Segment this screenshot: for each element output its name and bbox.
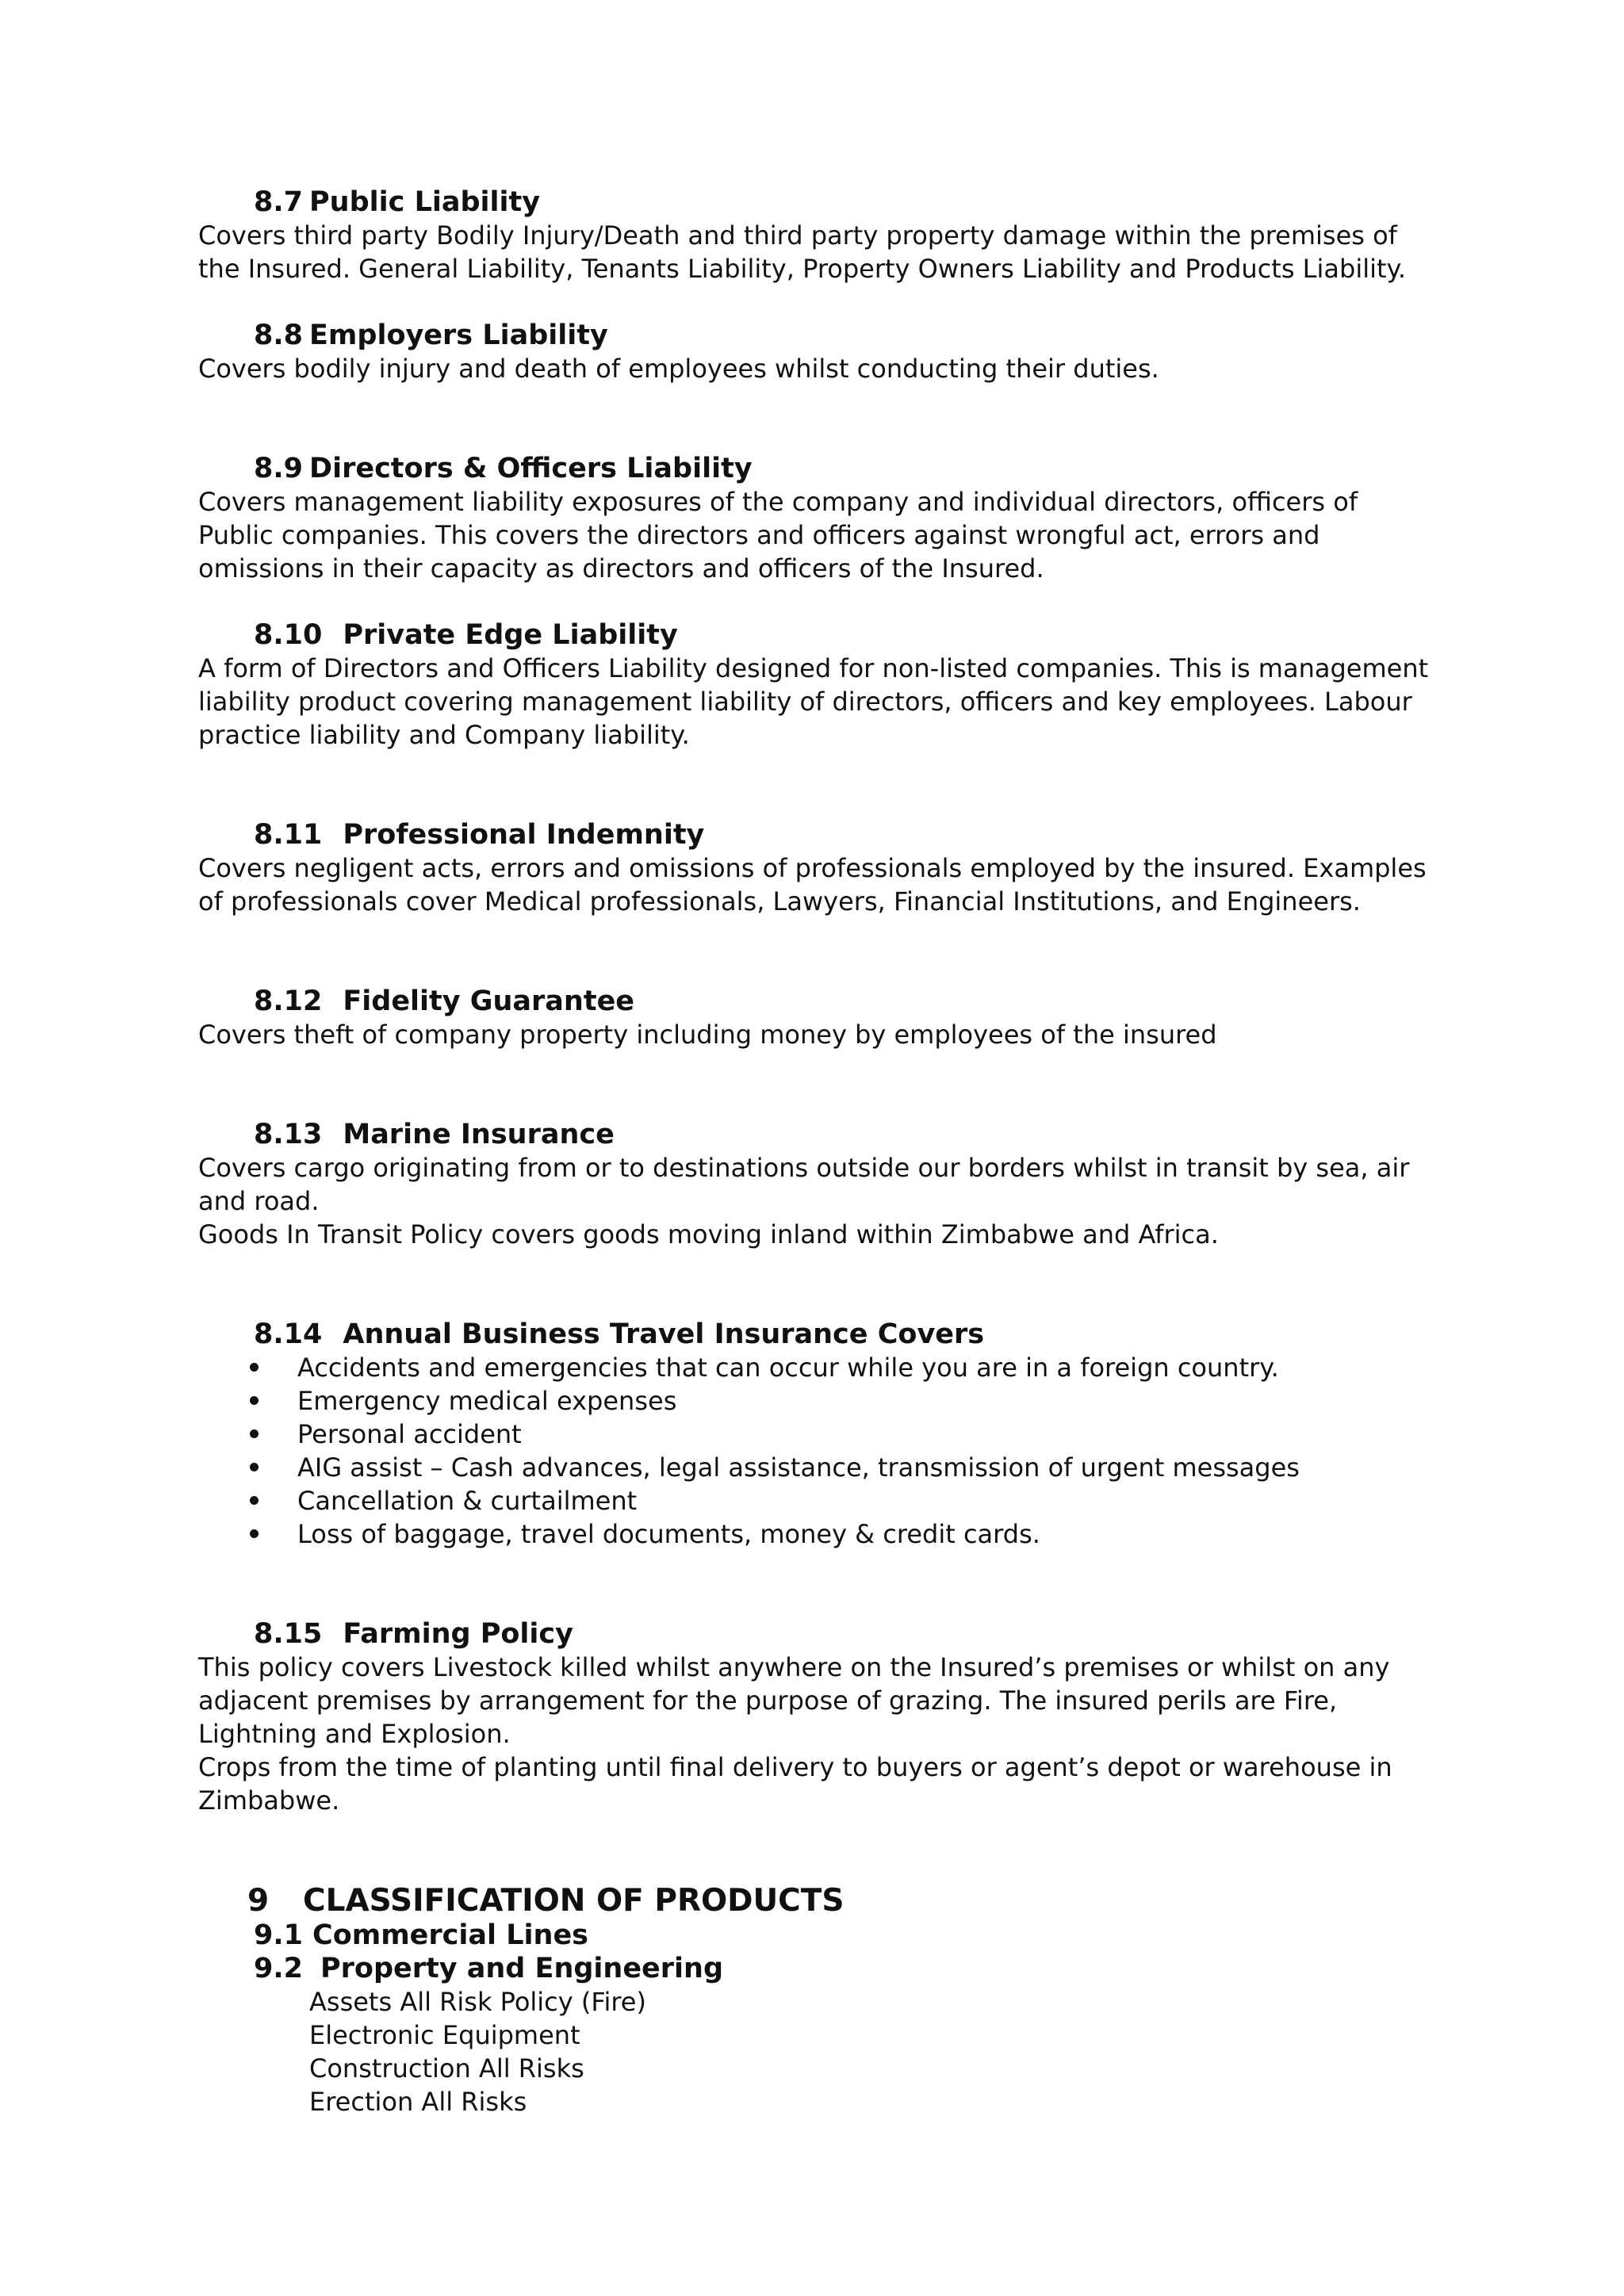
section-title: Professional Indemnity [343,819,705,851]
product-item: Construction All Risks [309,2053,584,2084]
product-list [309,1985,1435,2118]
bullet-icon [250,1463,259,1471]
section-8-11 [198,818,1435,918]
product-item: Assets All Risk Policy (Fire) [309,1987,646,2017]
bullet-icon [250,1363,259,1372]
list-item [198,1517,1435,1551]
section-body [198,485,1435,585]
paragraph: This policy covers Livestock killed whilst anywhere on the Insured’s premises or whilst on any adjacent premises by arrangement for the purpose of grazing. The insured perils are Fire, Lightning and Explosion. [198,1652,1390,1749]
section-8-15 [198,1617,1435,1817]
product-item: Electronic Equipment [309,2020,580,2050]
section-body [198,219,1435,285]
list-item-text: Emergency medical expenses [297,1386,677,1416]
section-title: Directors & Officers Liability [309,453,753,484]
subsection-title: Property and Engineering [320,1953,724,1984]
bullet-icon [250,1529,259,1538]
list-item-text: Personal accident [297,1419,522,1449]
section-body [198,352,1435,385]
section-body [198,1151,1435,1251]
paragraph: Goods In Transit Policy covers goods moving inland within Zimbabwe and Africa. [198,1219,1219,1249]
paragraph: Covers bodily injury and death of employees whilst conducting their duties. [198,354,1159,384]
chapter-number: 9 [247,1883,270,1919]
section-body [198,652,1435,752]
list-item [198,1384,1435,1418]
section-number: 8.9 [254,453,304,484]
section-9 [198,1884,1435,2118]
paragraph: Covers cargo originating from or to destinations outside our borders whilst in transit by sea, air and road. [198,1153,1410,1216]
section-8-10 [198,618,1435,752]
section-number: 8.11 [254,819,323,851]
section-body [198,1018,1435,1051]
section-title: Farming Policy [343,1618,573,1650]
bullet-list [198,1351,1435,1551]
section-8-14 [198,1318,1435,1551]
product-item: Erection All Risks [309,2087,527,2117]
list-item [198,1451,1435,1484]
section-number: 8.8 [254,320,304,351]
section-8-9 [198,452,1435,585]
section-number: 8.15 [254,1618,323,1650]
subsection-title: Commercial Lines [312,1919,589,1951]
list-item-text: AIG assist – Cash advances, legal assistance, transmission of urgent messages [297,1452,1300,1483]
paragraph: Crops from the time of planting until final delivery to buyers or agent’s depot or warehouse in Zimbabwe. [198,1752,1392,1816]
section-title: Public Liability [309,186,541,218]
section-title: Employers Liability [309,320,608,351]
section-number: 8.7 [254,186,304,218]
paragraph: Covers negligent acts, errors and omissions of professionals employed by the insured. Examples of professionals cover Medical professionals, Lawyers, Financial Institutions, and Engineers. [198,853,1427,916]
list-item [198,1484,1435,1517]
section-8-12 [198,985,1435,1051]
subsection-heading [254,1952,1435,1985]
section-heading [254,186,1435,219]
section-heading [254,985,1435,1018]
paragraph: Covers theft of company property including money by employees of the insured [198,1020,1217,1050]
section-heading [254,618,1435,652]
section-heading [254,1118,1435,1151]
section-heading [254,452,1435,485]
section-8-13 [198,1118,1435,1251]
paragraph: Covers third party Bodily Injury/Death and third party property damage within the premises of the Insured. General Liability, Tenants Liability, Property Owners Liability and Products Liability. [198,220,1407,284]
section-heading [254,1318,1435,1351]
section-heading [254,319,1435,352]
subsection-number: 9.2 [254,1953,304,1984]
subsection-number: 9.1 [254,1919,304,1951]
section-number: 8.13 [254,1119,323,1150]
subsection-heading [254,1919,1435,1952]
section-number: 8.10 [254,619,323,651]
list-item-text: Loss of baggage, travel documents, money & credit cards. [297,1519,1040,1549]
section-8-7 [198,186,1435,285]
section-heading [254,1617,1435,1651]
section-title: Fidelity Guarantee [343,985,635,1017]
bullet-icon [250,1496,259,1505]
section-number: 8.12 [254,985,323,1017]
bullet-icon [250,1396,259,1405]
section-body [198,851,1435,918]
section-title: Annual Business Travel Insurance Covers [343,1318,985,1350]
paragraph: Covers management liability exposures of the company and individual directors, officers of Public companies. This covers the directors and officers against wrongful act, errors and omissions in their capacity as directors and officers of the Insured. [198,487,1358,584]
section-heading [254,818,1435,851]
section-number: 8.14 [254,1318,323,1350]
section-title: Private Edge Liability [343,619,678,651]
list-item-text: Cancellation & curtailment [297,1486,638,1516]
bullet-icon [250,1429,259,1438]
section-body [198,1651,1435,1817]
section-title: Marine Insurance [343,1119,615,1150]
section-8-8 [198,319,1435,385]
paragraph: A form of Directors and Officers Liability designed for non-listed companies. This is management liability product covering management liability of directors, officers and key employees. Labour practice liability and Company liability. [198,653,1429,750]
list-item [198,1418,1435,1451]
list-item-text: Accidents and emergencies that can occur while you are in a foreign country. [297,1353,1279,1383]
chapter-title: CLASSIFICATION OF PRODUCTS [303,1883,845,1919]
chapter-heading [247,1884,1435,1919]
list-item [198,1351,1435,1384]
